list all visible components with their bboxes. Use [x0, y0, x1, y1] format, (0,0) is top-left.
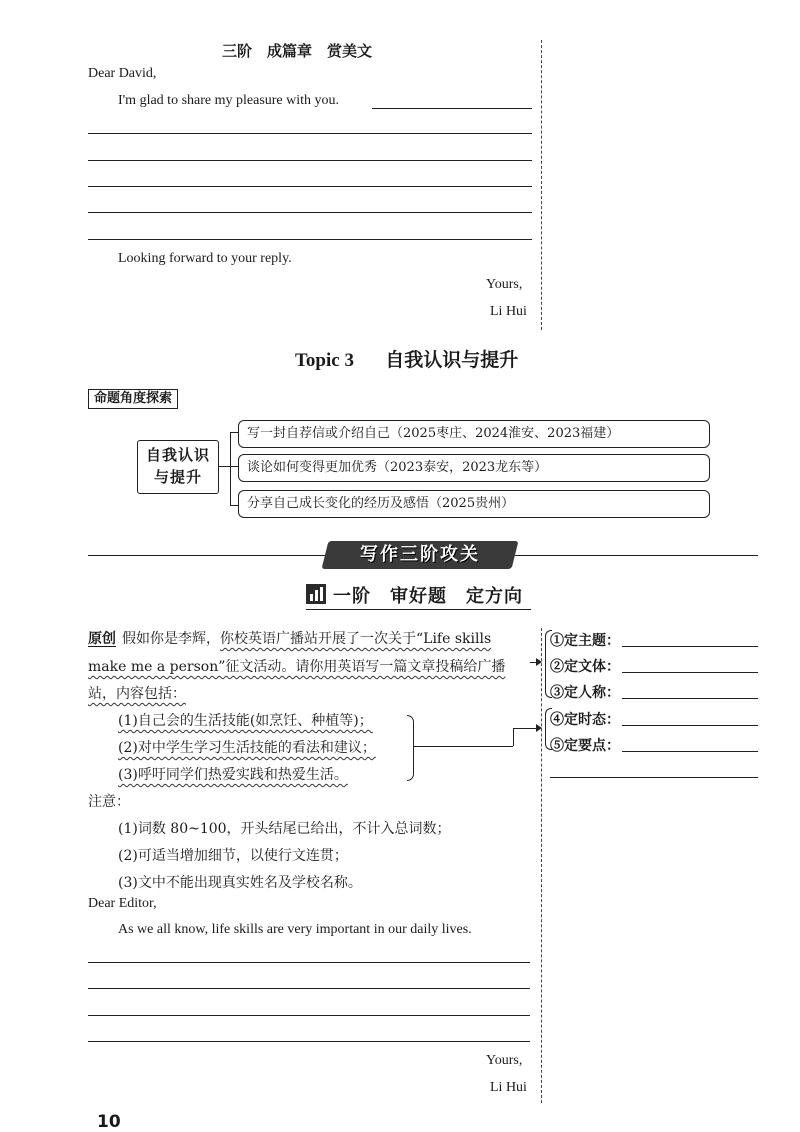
task-extra-field[interactable] — [550, 777, 758, 778]
section-heading: 三阶 成篇章 赏美文 — [222, 42, 373, 60]
connector — [230, 466, 238, 467]
editor-signature: Li Hui — [490, 1080, 527, 1095]
angle-center-text: 自我认识与提升 — [145, 446, 210, 486]
content-point: (2)对中学生学习生活技能的看法和建议； — [118, 740, 376, 756]
angle-branch: 分享自己成长变化的经历及感悟（2025贵州） — [238, 490, 710, 518]
banner-rule-left — [88, 555, 328, 556]
angle-center-box — [137, 440, 219, 494]
writing-line[interactable] — [88, 186, 532, 187]
prompt-tag: 原创 — [88, 631, 116, 647]
task-person-label: ③定人称： — [550, 685, 620, 701]
stage-icon — [306, 584, 326, 604]
topic-name: 自我认识与提升 — [385, 349, 519, 371]
note-title: 注意： — [88, 794, 130, 810]
banner-text: 写作三阶攻关 — [360, 544, 480, 565]
writing-line[interactable] — [88, 962, 530, 963]
column-divider — [541, 628, 542, 1103]
content-point: (3)呼吁同学们热爱实践和热爱生活。 — [118, 767, 348, 783]
points-connector — [513, 728, 515, 746]
angle-label: 命题角度探索 — [88, 389, 178, 409]
note-item: (3)文中不能出现真实姓名及学校名称。 — [118, 875, 362, 891]
angle-branch: 谈论如何变得更加优秀（2023泰安，2023龙东等） — [238, 454, 710, 482]
page-number: 10 — [97, 1112, 121, 1132]
stage-title: 一阶 审好题 定方向 — [333, 586, 523, 607]
task-genre-label: ②定文体： — [550, 659, 620, 675]
letter-signature: Li Hui — [490, 304, 527, 319]
column-divider — [541, 40, 542, 330]
writing-line[interactable] — [88, 133, 532, 134]
note-item: (1)词数 80~100，开头结尾已给出，不计入总词数； — [118, 821, 451, 837]
editor-greeting: Dear Editor, — [88, 896, 157, 911]
prompt-line-3: 站，内容包括： — [88, 686, 186, 702]
letter-greeting: Dear David, — [88, 66, 157, 81]
content-point: (1)自己会的生活技能(如烹饪、种植等)； — [118, 713, 373, 729]
writing-line[interactable] — [88, 1015, 530, 1016]
writing-line[interactable] — [88, 212, 532, 213]
note-item: (2)可适当增加细节，以使行文连贯； — [118, 848, 348, 864]
letter-yours: Yours, — [486, 277, 523, 292]
task-tense-field[interactable] — [622, 725, 758, 726]
letter-closing: Looking forward to your reply. — [118, 251, 292, 266]
task-points-label: ⑤定要点： — [550, 738, 620, 754]
writing-line[interactable] — [88, 239, 532, 240]
task-topic-field[interactable] — [622, 646, 758, 647]
editor-opening: As we all know, life skills are very important in our daily lives. — [118, 922, 472, 937]
letter-opening: I'm glad to share my pleasure with you. — [118, 93, 340, 108]
writing-line[interactable] — [372, 108, 532, 109]
task-genre-field[interactable] — [622, 672, 758, 673]
writing-line[interactable] — [88, 988, 530, 989]
points-connector — [413, 746, 513, 747]
topic-number: Topic 3 — [295, 350, 354, 371]
banner-rule-right — [515, 555, 758, 556]
points-brace — [407, 715, 414, 781]
topic-title — [295, 345, 518, 372]
editor-yours: Yours, — [486, 1053, 523, 1068]
writing-line[interactable] — [88, 1041, 530, 1042]
task-tense-label: ④定时态： — [550, 712, 620, 728]
task-person-field[interactable] — [622, 698, 758, 699]
writing-line[interactable] — [88, 160, 532, 161]
connector — [218, 466, 230, 467]
prompt-line-1: 原创 假如你是李辉，你校英语广播站开展了一次关于“Life skills — [88, 631, 492, 647]
task-topic-label: ①定主题： — [550, 633, 620, 649]
angle-branch: 写一封自荐信或介绍自己（2025枣庄、2024淮安、2023福建） — [238, 420, 710, 448]
task-points-field[interactable] — [622, 751, 758, 752]
prompt-line-2: make me a person”征文活动。请你用英语写一篇文章投稿给广播 — [88, 659, 506, 675]
stage-underline — [306, 609, 531, 610]
